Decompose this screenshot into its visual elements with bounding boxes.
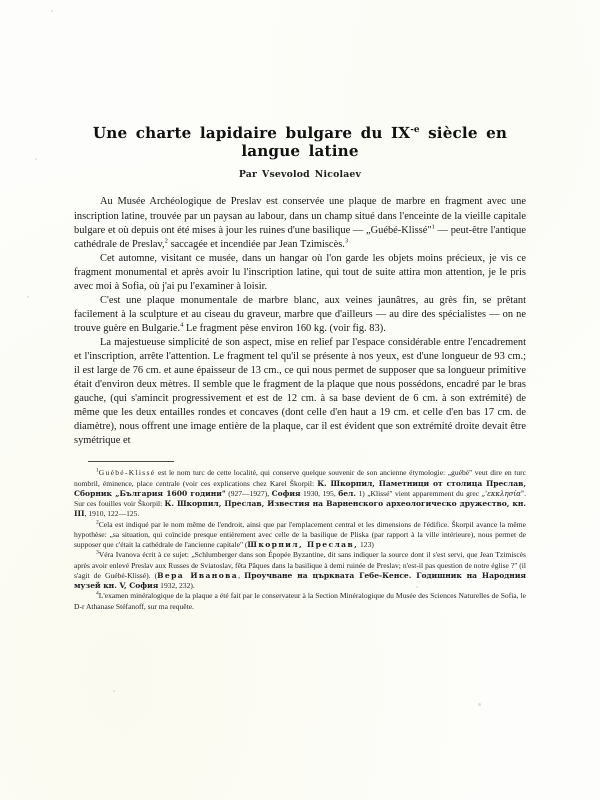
paragraph-2: Cet automne, visitant ce musée, dans un hangar où l'on garde les objets moins précieux, je vis ce fragment monumental et après avoir lu l'inscription latine, qui tout de suite attira mon attention, je le pris avec moi à Sofia, où j'ai pu l'examiner à loisir.: [74, 252, 526, 292]
body-text: [74, 180, 526, 448]
footnote-1-text-b: (927—1927),: [225, 488, 272, 498]
footnote-2: [74, 520, 526, 551]
footnote-3-text-c: 1932, 232).: [158, 581, 195, 591]
page-title-tail: siècle en langue latine: [241, 124, 508, 161]
footnote-ref-2[interactable]: 2: [164, 237, 168, 245]
footnote-1-cyrillic-4: К. Шкорпил, Преслав, Известия на Варненского археологическо дружество, кн. III: [74, 499, 526, 519]
page-title-main: Une charte lapidaire bulgare du IX: [92, 124, 411, 142]
footnote-1-text-d: 1) „Klissé" vient apparemment du grec: [355, 488, 482, 498]
footnote-2-text-b: 123): [358, 540, 374, 550]
footnote-1-text-f: , 1910, 122—125.: [84, 509, 140, 519]
footnote-ref-4[interactable]: 4: [180, 321, 184, 329]
page-content: [74, 0, 526, 800]
footnote-1-cyrillic-2: София: [271, 488, 301, 498]
footnote-1-cyrillic-1: К. Шкорпил, Паметници от столица Преслав, Сборник „България 1600 години": [74, 478, 526, 498]
paragraph-1: [74, 195, 526, 251]
footnote-3-cyrillic-1: Вера Иванова: [157, 570, 239, 580]
byline: Par Vsevolod Nicolaev: [238, 169, 362, 181]
paragraph-3-part-b: Le fragment pèse environ 160 kg. (voir fig. 83).: [183, 322, 386, 334]
footnote-1-greek: „'εκκλησία": [481, 489, 525, 498]
footnote-3-marker: 3: [96, 549, 99, 556]
paragraph-1-part-c: saccagée et incendiée par Jean Tzimiscès.: [167, 238, 345, 250]
page-title: [74, 0, 526, 160]
footnote-4-marker: 4: [96, 590, 99, 597]
footnote-1: [74, 468, 526, 519]
footnote-1-cyrillic-3: бел.: [338, 488, 356, 498]
footnote-3: [74, 550, 526, 591]
footnote-2-text-a: Cela est indiqué par le nom même de l'endroit, ainsi que par l'emplacement central et les dimensions de l'édifice. Škorpil avance la même hypothèse: „sa situation, qui coïncide presque entièrement avec celle de la basilique de Pliska (par rapport à la ville intérieure), nous permet de supposer que c'était la cathédrale de l'ancienne capitale" (: [74, 519, 526, 550]
footnote-ref-1[interactable]: 1: [431, 223, 435, 231]
footnote-3-cyrillic-2: Проучване на църквата Гебе-Кенсе. Годишник на Народния музей кн. V, София: [74, 570, 526, 591]
footnote-2-cyrillic-1: Шкорпил, Преслав,: [247, 540, 359, 550]
paragraph-1-part-b: — peut-être l'antique cathédrale de Preslav,: [74, 224, 526, 250]
paragraph-1-part-a: Au Musée Archéologique de Preslav est conservée une plaque de marbre en fragment avec une inscription latine, trouvée par un paysan au labour, dans un champ situé dans l'enceinte de la vieille capitale bulgare et où depuis ont été mises à jour les ruines d'une basilique — „Guébé-Klissé": [74, 196, 526, 236]
footnote-1-term: Guébé-Klissé: [98, 468, 156, 478]
scan-speckle: [51, 10, 53, 12]
scan-speckle: [27, 296, 29, 298]
footnote-1-text-c: 1930, 195,: [300, 488, 339, 498]
footnote-3-text-a: Véra Ivanova écrit à ce sujet: „Schlumberger dans son Épopée Byzantine, dit sans indiquer la source dont il s'est servi, que Jean Tzimiscès après avoir enlevé Preslav aux Russes de Sviatoslav, fêta Pâques dans la basilique à demi ruinée de Preslav; n'est-il pas question de notre église ?" (il s'agit de Guébé-Klissé). (: [74, 550, 526, 580]
footnote-3-text-b: ,: [238, 570, 245, 580]
footnote-1-marker: 1: [96, 467, 99, 474]
paragraph-4: La majestueuse simplicité de son aspect, mise en relief par l'espace considérable entre l'encadrement et l'inscription, arrête l'attention. Le fragment tel qu'il se présente à nos yeux, est d'une longueur de 93 cm.; il est large de 76 cm. et aune épaisseur de 13 cm., ce qui nous permet de supposer que sa longueur primitive était d'environ deux mètres. Il semble que le fragment de la plaque que nous possédons, encadré par le bras gauche, (qui s'amincit progressivement et est de 12 cm. à sa base devient de 6 cm. à son extrémité) de même que les deux entailles rondes et concaves (dont celle d'en haut a 19 cm. et celle d'en bas 17 cm. de diamètre), nous offrent une image entière de la plaque, car il est évident que son extrémité droite devait être symétrique et: [74, 336, 526, 447]
footnote-2-marker: 2: [96, 519, 99, 526]
footnote-ref-3[interactable]: 3: [344, 237, 349, 245]
scan-speckle: [35, 158, 37, 160]
footnote-1-text-a: est le nom turc de cette localité, qui conserve quelque souvenir de son ancienne étymologie: „guébé" veut dire en turc nombril, éminence, place centrale (voir ces explications chez Karel Škorpil:: [74, 468, 526, 488]
footnote-1-text-e: . Sur ces fouilles voir Škorpil:: [74, 488, 526, 509]
paragraph-3: [74, 294, 526, 336]
footnote-4-text: L'examen minéralogique de la plaque a été fait par le conservateur à la Section Minéralogique du Musée des Sciences Naturelles de Sofia, le D-r Athanase Stéfanoff, sur ma requête.: [74, 591, 526, 611]
footnotes-block: [74, 462, 526, 612]
footnote-4: [74, 591, 526, 612]
paragraph-3-part-a: C'est une plaque monumentale de marbre blanc, aux veines jaunâtres, au grès fin, se prêtant facilement à la sculpture et au ciseau du graveur, marbre que d'ailleurs — au dire des spécialistes — on ne trouve guère en Bulgarie.: [74, 294, 526, 334]
page-title-superscript: -e: [410, 124, 420, 135]
